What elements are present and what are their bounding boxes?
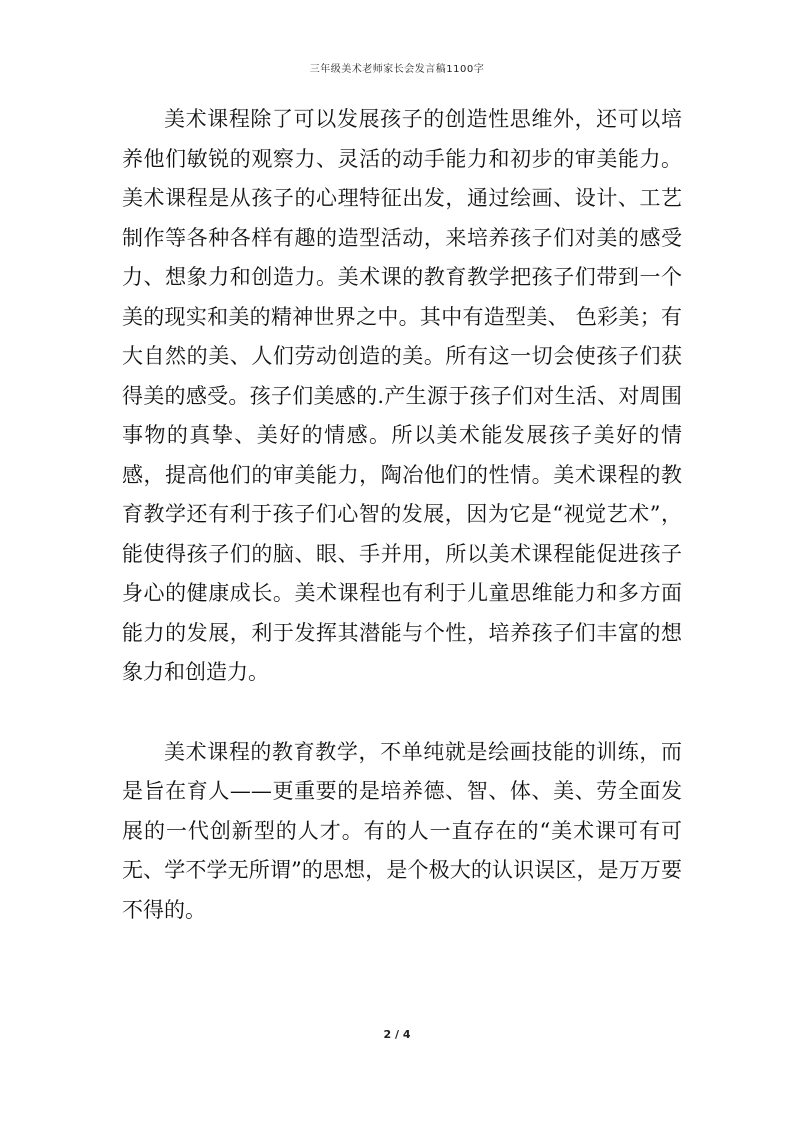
page-number: 2 / 4 [383, 1028, 411, 1041]
document-body [122, 100, 682, 930]
paragraph-1: 美术课程除了可以发展孩子的创造性思维外，还可以培养他们敏锐的观察力、灵活的动手能力和初步的审美能力。美术课程是从孩子的心理特征出发，通过绘画、设计、工艺制作等各种各样有趣的造型活动，来培养孩子们对美的感受力、想象力和创造力。美术课的教育教学把孩子们带到一个美的现实和美的精神世界之中。其中有造型美、 色彩美；有大自然的美、人们劳动创造的美。所有这一切会使孩子们获得美的感受。孩子们美感的.产生源于孩子们对生活、对周围事物的真挚、美好的情感。所以美术能发展孩子美好的情感，提高他们的审美能力，陶冶他们的性情。美术课程的教育教学还有利于孩子们心智的发展，因为它是“视觉艺术”，能使得孩子们的脑、眼、手并用，所以美术课程能促进孩子身心的健康成长。美术课程也有利于儿童思维能力和多方面能力的发展，利于发挥其潜能与个性，培养孩子们丰富的想象力和创造力。 [122, 107, 682, 684]
page-header-title: 三年级美术老师家长会发言稿1100字 [309, 64, 485, 75]
paragraph-2: 美术课程的教育教学，不单纯就是绘画技能的训练，而是旨在育人——更重要的是培养德、智、体、美、劳全面发展的一代创新型的人才。有的人一直存在的“美术课可有可无、学不学无所谓”的思想，是个极大的认识误区，是万万要不得的。 [122, 739, 682, 922]
